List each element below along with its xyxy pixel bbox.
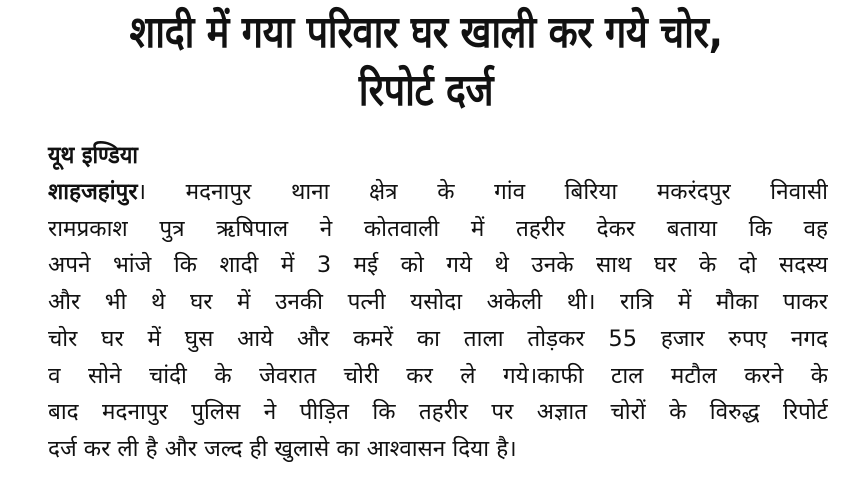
body-line: और भी थे घर में उनकी पत्नी यसोदा अकेली थी। रात्रि में मौका पाकर (48, 289, 828, 316)
body-line-text: । मदनापुर थाना क्षेत्र के गांव बिरिया मकरंदपुर निवासी (137, 179, 828, 205)
body-line: अपने भांजे कि शादी में 3 मई को गये थे उनके साथ घर के दो सदस्य (48, 252, 828, 279)
byline: यूथ इण्डिया (48, 141, 138, 169)
body-line: रामप्रकाश पुत्र ऋषिपाल ने कोतवाली में तहरीर देकर बताया कि वह (48, 215, 828, 242)
headline-line-1: शादी में गया परिवार घर खाली कर गये चोर, (129, 7, 723, 58)
body-line: बाद मदनापुर पुलिस ने पीड़ित कि तहरीर पर अज्ञात चोरों के विरुद्ध रिपोर्ट (48, 399, 828, 426)
dateline: शाहजहांपुर (48, 179, 138, 205)
body-line (48, 174, 828, 211)
body-line: दर्ज कर ली है और जल्द ही खुलासे का आश्वासन दिया है। (48, 435, 517, 462)
body-line: चोर घर में घुस आये और कमरें का ताला तोड़कर 55 हजार रुपए नगद (48, 325, 828, 352)
headline-line-2: रिपोर्ट दर्ज (358, 65, 494, 116)
article-body (48, 174, 828, 468)
article-headline (77, 4, 775, 120)
body-line: व सोने चांदी के जेवरात चोरी कर ले गये।काफी टाल मटौल करने के (48, 362, 828, 389)
